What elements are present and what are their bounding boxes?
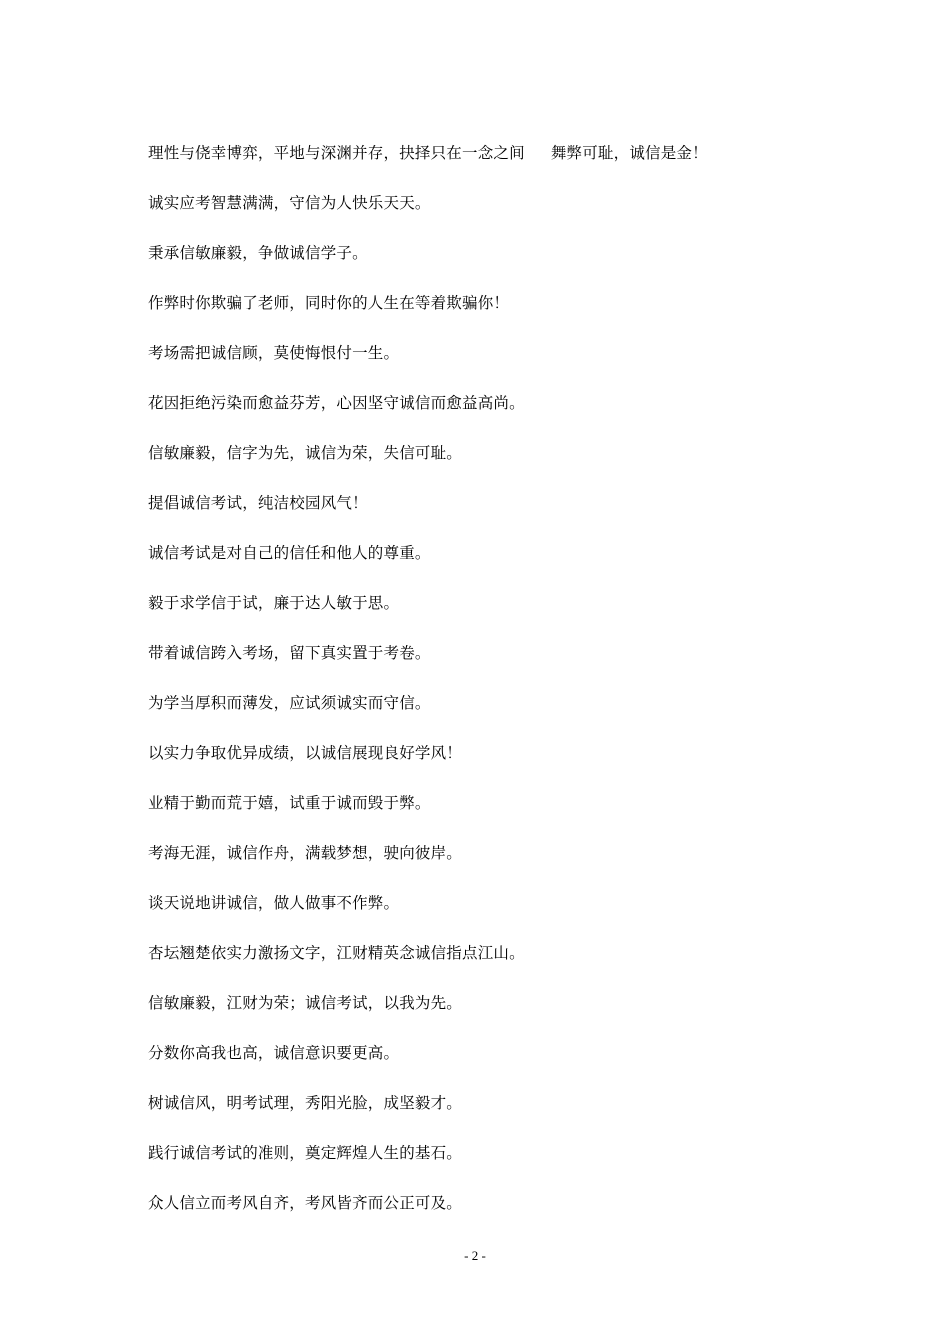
slogan-line: 信敏廉毅，信字为先，诚信为荣，失信可耻。	[148, 444, 463, 462]
slogan-line: 秉承信敏廉毅，争做诚信学子。	[148, 244, 368, 262]
slogan-line: 业精于勤而荒于嬉，试重于诚而毁于弊。	[148, 794, 431, 812]
slogan-line: 信敏廉毅，江财为荣；诚信考试，以我为先。	[148, 994, 463, 1012]
slogan-line: 毅于求学信于试，廉于达人敏于思。	[148, 594, 400, 612]
slogan-line: 作弊时你欺骗了老师，同时你的人生在等着欺骗你！	[148, 294, 510, 312]
slogan-line-1-left: 理性与侥幸博弈，平地与深渊并存，抉择只在一念之间	[148, 144, 525, 162]
slogan-line: 考场需把诚信顾，莫使悔恨付一生。	[148, 344, 400, 362]
page-number: - 2 -	[464, 1248, 486, 1263]
slogan-line: 诚实应考智慧满满，守信为人快乐天天。	[148, 194, 431, 212]
slogan-line: 众人信立而考风自齐，考风皆齐而公正可及。	[148, 1194, 463, 1212]
slogan-line: 提倡诚信考试，纯洁校园风气！	[148, 494, 368, 512]
slogan-line-1-right: 舞弊可耻，诚信是金！	[550, 144, 708, 162]
slogan-line: 分数你高我也高，诚信意识要更高。	[148, 1044, 400, 1062]
slogan-line: 考海无涯，诚信作舟，满载梦想，驶向彼岸。	[148, 844, 463, 862]
slogan-line: 诚信考试是对自己的信任和他人的尊重。	[148, 544, 431, 562]
slogan-line-1	[148, 141, 848, 191]
slogan-line: 以实力争取优异成绩，以诚信展现良好学风！	[148, 744, 463, 762]
slogan-line: 花因拒绝污染而愈益芬芳，心因坚守诚信而愈益高尚。	[148, 394, 525, 412]
slogan-line: 为学当厚积而薄发，应试须诚实而守信。	[148, 694, 431, 712]
slogan-line: 践行诚信考试的准则，奠定辉煌人生的基石。	[148, 1144, 463, 1162]
slogan-line: 带着诚信跨入考场，留下真实置于考卷。	[148, 644, 431, 662]
slogan-line: 谈天说地讲诚信，做人做事不作弊。	[148, 894, 400, 912]
slogan-line: 树诚信风，明考试理，秀阳光脸，成坚毅才。	[148, 1094, 463, 1112]
slogan-list	[148, 141, 848, 1241]
slogan-line: 杏坛翘楚依实力激扬文字，江财精英念诚信指点江山。	[148, 944, 525, 962]
